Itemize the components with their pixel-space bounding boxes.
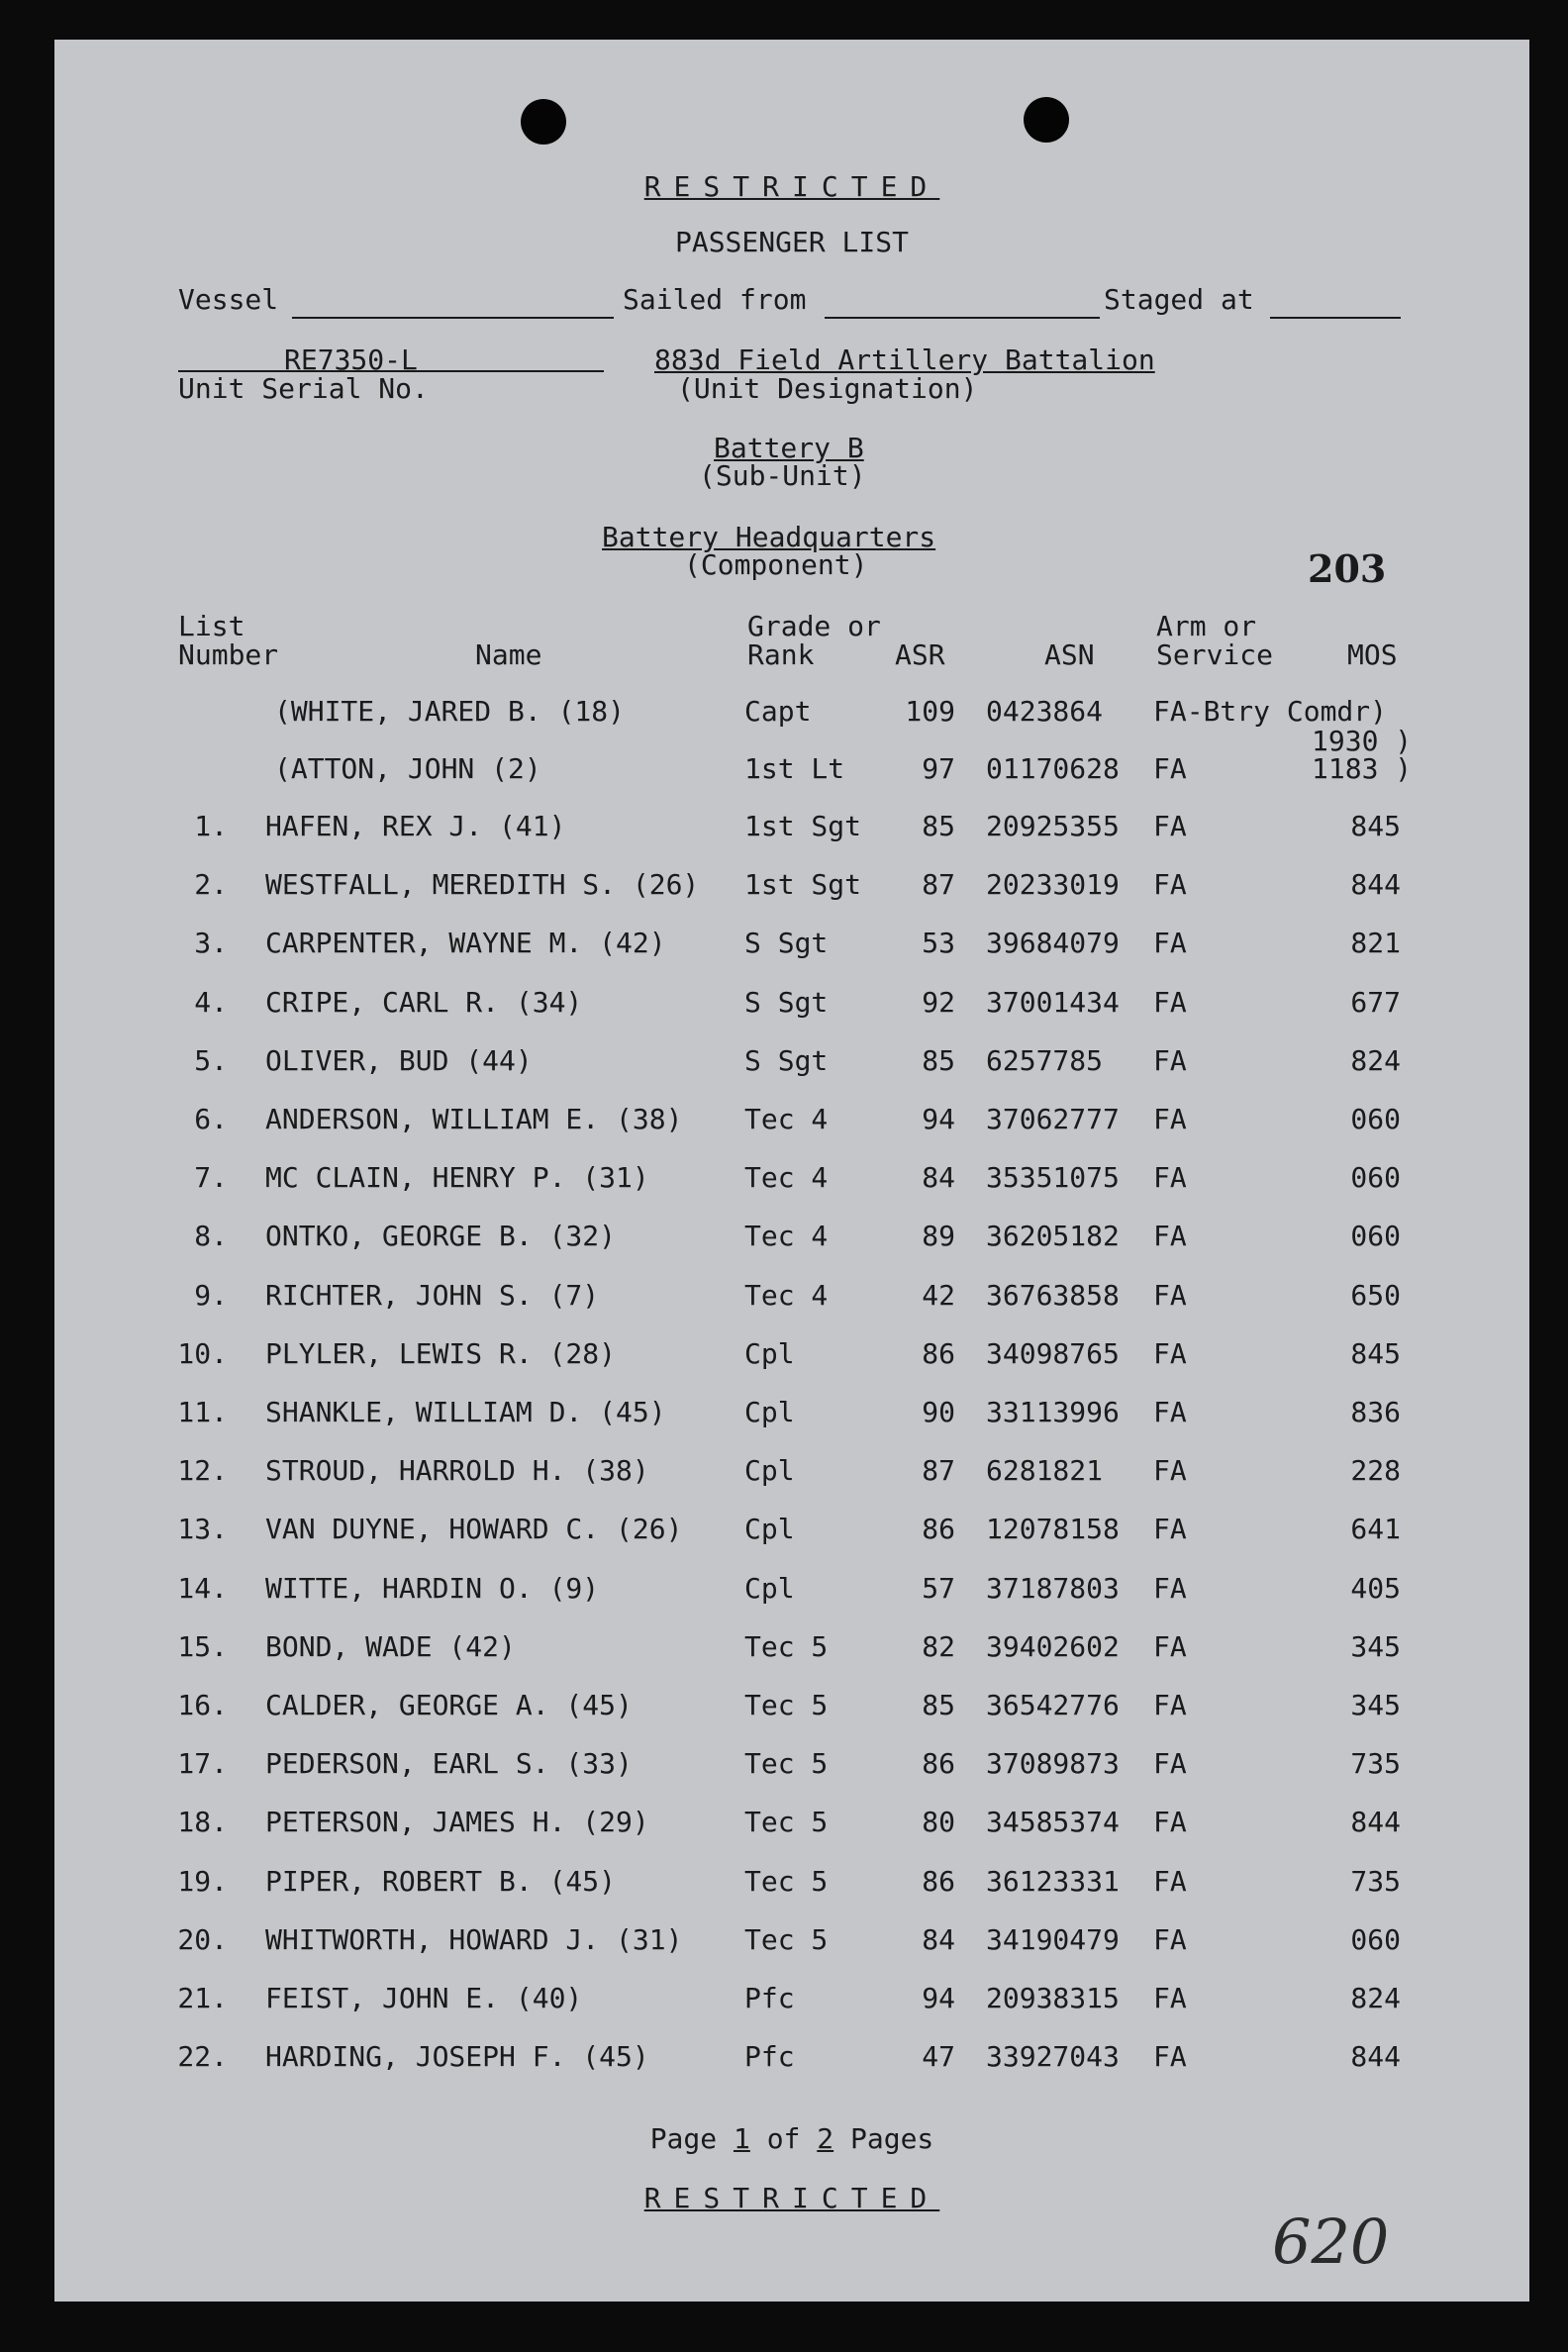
staged-at-label: Staged at [1104, 283, 1254, 316]
officer-asn: 0423864 [986, 695, 1104, 728]
passenger-asr: 86 [922, 1865, 955, 1898]
table-row [54, 1279, 1529, 1319]
list-number: 5. [194, 1044, 228, 1077]
passenger-name: CALDER, GEORGE A. (45) [265, 1689, 633, 1721]
passenger-mos: 060 [1350, 1161, 1401, 1194]
passenger-grade: 1st Sgt [744, 868, 862, 901]
table-row [54, 1220, 1529, 1259]
passenger-asr: 85 [922, 810, 955, 842]
passenger-grade: Cpl [744, 1572, 795, 1605]
passenger-arm: FA [1153, 2040, 1187, 2073]
passenger-arm: FA [1153, 1689, 1187, 1721]
passenger-asn: 39684079 [986, 927, 1120, 959]
page-suffix: Pages [850, 2122, 934, 2155]
table-row [54, 1747, 1529, 1787]
table-row [54, 1454, 1529, 1494]
sub-unit-value: Battery B [714, 432, 864, 464]
officer-asr: 109 [905, 695, 955, 728]
officer-mos: 1930 ) [1312, 725, 1413, 757]
passenger-asr: 86 [922, 1747, 955, 1780]
passenger-grade: Pfc [744, 1982, 795, 2014]
passenger-asn: 36123331 [986, 1865, 1120, 1898]
table-row [54, 1982, 1529, 2021]
passenger-grade: Pfc [744, 2040, 795, 2073]
passenger-asr: 84 [922, 1923, 955, 1956]
table-row [54, 1396, 1529, 1435]
passenger-asn: 6281821 [986, 1454, 1104, 1487]
passenger-name: BOND, WADE (42) [265, 1630, 516, 1663]
passenger-name: RICHTER, JOHN S. (7) [265, 1279, 600, 1312]
list-number: 18. [177, 1806, 228, 1838]
passenger-asn: 37089873 [986, 1747, 1120, 1780]
passenger-asn: 6257785 [986, 1044, 1104, 1077]
passenger-mos: 228 [1350, 1454, 1401, 1487]
list-number: 14. [177, 1572, 228, 1605]
list-number: 7. [194, 1161, 228, 1194]
table-row [54, 1689, 1529, 1728]
passenger-mos: 836 [1350, 1396, 1401, 1428]
passenger-mos: 824 [1350, 1982, 1401, 2014]
table-row [54, 1630, 1529, 1670]
list-number: 4. [194, 986, 228, 1019]
passenger-arm: FA [1153, 1220, 1187, 1252]
passenger-mos: 060 [1350, 1220, 1401, 1252]
passenger-arm: FA [1153, 1572, 1187, 1605]
passenger-name: SHANKLE, WILLIAM D. (45) [265, 1396, 666, 1428]
passenger-grade: 1st Sgt [744, 810, 862, 842]
list-title: PASSENGER LIST [674, 226, 909, 258]
passenger-mos: 821 [1350, 927, 1401, 959]
passenger-grade: Cpl [744, 1513, 795, 1545]
passenger-mos: 060 [1350, 1103, 1401, 1135]
passenger-grade: Tec 4 [744, 1279, 829, 1312]
component-label: (Component) [684, 548, 868, 581]
passenger-arm: FA [1153, 1865, 1187, 1898]
officer-arm: FA-Btry Comdr) [1153, 695, 1388, 728]
passenger-arm: FA [1153, 1279, 1187, 1312]
col-asn: ASN [1044, 638, 1095, 671]
col-arm-1: Arm or [1156, 610, 1257, 642]
sailed-from-label: Sailed from [623, 283, 807, 316]
passenger-asr: 82 [922, 1630, 955, 1663]
passenger-mos: 844 [1350, 868, 1401, 901]
passenger-asn: 34190479 [986, 1923, 1120, 1956]
passenger-asn: 34585374 [986, 1806, 1120, 1838]
passenger-arm: FA [1153, 1044, 1187, 1077]
passenger-grade: Cpl [744, 1454, 795, 1487]
table-row [54, 1923, 1529, 1963]
officer-name: (WHITE, JARED B. (18) [274, 695, 626, 728]
passenger-name: WESTFALL, MEREDITH S. (26) [265, 868, 700, 901]
table-row [54, 1103, 1529, 1142]
passenger-name: FEIST, JOHN E. (40) [265, 1982, 583, 2014]
passenger-name: OLIVER, BUD (44) [265, 1044, 533, 1077]
passenger-asn: 37187803 [986, 1572, 1120, 1605]
table-row [54, 1337, 1529, 1377]
passenger-name: HAFEN, REX J. (41) [265, 810, 566, 842]
passenger-arm: FA [1153, 868, 1187, 901]
passenger-grade: S Sgt [744, 986, 829, 1019]
list-number: 20. [177, 1923, 228, 1956]
passenger-asn: 20925355 [986, 810, 1120, 842]
passenger-mos: 641 [1350, 1513, 1401, 1545]
passenger-arm: FA [1153, 1982, 1187, 2014]
table-row [54, 1572, 1529, 1612]
col-arm-2: Service [1156, 638, 1274, 671]
table-row [54, 868, 1529, 908]
col-mos: MOS [1347, 638, 1398, 671]
passenger-asr: 94 [922, 1103, 955, 1135]
passenger-arm: FA [1153, 1806, 1187, 1838]
passenger-asn: 36542776 [986, 1689, 1120, 1721]
passenger-name: WITTE, HARDIN O. (9) [265, 1572, 600, 1605]
passenger-grade: S Sgt [744, 1044, 829, 1077]
list-number: 9. [194, 1279, 228, 1312]
passenger-name: STROUD, HARROLD H. (38) [265, 1454, 649, 1487]
passenger-mos: 345 [1350, 1630, 1401, 1663]
passenger-asn: 20233019 [986, 868, 1120, 901]
passenger-asr: 85 [922, 1689, 955, 1721]
passenger-asn: 39402602 [986, 1630, 1120, 1663]
passenger-grade: Tec 5 [744, 1865, 829, 1898]
passenger-asn: 33113996 [986, 1396, 1120, 1428]
passenger-asr: 53 [922, 927, 955, 959]
list-number: 10. [177, 1337, 228, 1370]
passenger-mos: 345 [1350, 1689, 1401, 1721]
passenger-name: VAN DUYNE, HOWARD C. (26) [265, 1513, 683, 1545]
sailed-from-blank [825, 317, 1100, 319]
passenger-arm: FA [1153, 1103, 1187, 1135]
staged-at-blank [1270, 317, 1401, 319]
passenger-asn: 33927043 [986, 2040, 1120, 2073]
passenger-mos: 677 [1350, 986, 1401, 1019]
officer-row [54, 695, 1529, 735]
passenger-name: PETERSON, JAMES H. (29) [265, 1806, 649, 1838]
officer-asn: 01170628 [986, 752, 1120, 785]
page-prefix: Page [649, 2122, 718, 2155]
passenger-asr: 87 [922, 1454, 955, 1487]
officer-name: (ATTON, JOHN (2) [274, 752, 541, 785]
passenger-asr: 80 [922, 1806, 955, 1838]
passenger-arm: FA [1153, 1630, 1187, 1663]
list-number: 11. [177, 1396, 228, 1428]
passenger-grade: Tec 4 [744, 1103, 829, 1135]
unit-designation-label: (Unit Designation) [677, 372, 978, 405]
table-row [54, 1161, 1529, 1201]
list-number: 2. [194, 868, 228, 901]
passenger-arm: FA [1153, 986, 1187, 1019]
table-row [54, 810, 1529, 849]
passenger-grade: Tec 5 [744, 1806, 829, 1838]
passenger-asr: 47 [922, 2040, 955, 2073]
passenger-asr: 57 [922, 1572, 955, 1605]
passenger-arm: FA [1153, 1337, 1187, 1370]
passenger-asr: 86 [922, 1337, 955, 1370]
officer-mos: 1183 ) [1312, 752, 1413, 785]
passenger-mos: 405 [1350, 1572, 1401, 1605]
list-number: 21. [177, 1982, 228, 2014]
table-row [54, 927, 1529, 966]
officer-asr: 97 [922, 752, 955, 785]
vessel-label: Vessel [178, 283, 279, 316]
passenger-grade: Tec 5 [744, 1923, 829, 1956]
table-row [54, 1513, 1529, 1552]
list-number: 19. [177, 1865, 228, 1898]
passenger-mos: 650 [1350, 1279, 1401, 1312]
passenger-grade: Tec 4 [744, 1220, 829, 1252]
passenger-name: CRIPE, CARL R. (34) [265, 986, 583, 1019]
passenger-asn: 37001434 [986, 986, 1120, 1019]
passenger-grade: Tec 4 [744, 1161, 829, 1194]
page-current: 1 [733, 2122, 750, 2155]
punch-hole-right [1024, 97, 1069, 143]
list-number: 1. [194, 810, 228, 842]
passenger-mos: 845 [1350, 1337, 1401, 1370]
passenger-asn: 34098765 [986, 1337, 1120, 1370]
table-row [54, 986, 1529, 1026]
handwritten-number: 620 [1272, 2205, 1390, 2278]
passenger-asn: 36205182 [986, 1220, 1120, 1252]
passenger-mos: 844 [1350, 2040, 1401, 2073]
col-list-number-2: Number [178, 638, 279, 671]
passenger-asr: 42 [922, 1279, 955, 1312]
page-indicator [54, 2122, 1529, 2155]
passenger-arm: FA [1153, 1396, 1187, 1428]
passenger-mos: 844 [1350, 1806, 1401, 1838]
passenger-mos: 060 [1350, 1923, 1401, 1956]
passenger-name: CARPENTER, WAYNE M. (42) [265, 927, 666, 959]
passenger-asr: 92 [922, 986, 955, 1019]
passenger-asr: 85 [922, 1044, 955, 1077]
passenger-arm: FA [1153, 1923, 1187, 1956]
passenger-asn: 36763858 [986, 1279, 1120, 1312]
stamp-number: 203 [1308, 546, 1387, 591]
list-number: 6. [194, 1103, 228, 1135]
col-grade-2: Rank [747, 638, 815, 671]
page-total: 2 [817, 2122, 834, 2155]
passenger-asr: 90 [922, 1396, 955, 1428]
passenger-arm: FA [1153, 927, 1187, 959]
sub-unit-label: (Sub-Unit) [699, 459, 866, 492]
col-list-number-1: List [178, 610, 245, 642]
passenger-asr: 86 [922, 1513, 955, 1545]
passenger-name: WHITWORTH, HOWARD J. (31) [265, 1923, 683, 1956]
list-number: 13. [177, 1513, 228, 1545]
passenger-grade: S Sgt [744, 927, 829, 959]
list-number: 12. [177, 1454, 228, 1487]
passenger-name: HARDING, JOSEPH F. (45) [265, 2040, 649, 2073]
list-number: 22. [177, 2040, 228, 2073]
passenger-arm: FA [1153, 1454, 1187, 1487]
restricted-header: RESTRICTED [643, 170, 940, 203]
passenger-arm: FA [1153, 1747, 1187, 1780]
passenger-asn: 12078158 [986, 1513, 1120, 1545]
passenger-grade: Cpl [744, 1337, 795, 1370]
list-number: 17. [177, 1747, 228, 1780]
passenger-arm: FA [1153, 1161, 1187, 1194]
passenger-grade: Tec 5 [744, 1747, 829, 1780]
component-value: Battery Headquarters [602, 521, 936, 553]
passenger-mos: 845 [1350, 810, 1401, 842]
passenger-mos: 824 [1350, 1044, 1401, 1077]
passenger-arm: FA [1153, 810, 1187, 842]
passenger-grade: Tec 5 [744, 1630, 829, 1663]
passenger-grade: Tec 5 [744, 1689, 829, 1721]
passenger-asr: 94 [922, 1982, 955, 2014]
passenger-asn: 35351075 [986, 1161, 1120, 1194]
col-grade-1: Grade or [747, 610, 881, 642]
passenger-name: MC CLAIN, HENRY P. (31) [265, 1161, 649, 1194]
table-row [54, 1806, 1529, 1845]
unit-designation-value: 883d Field Artillery Battalion [654, 343, 1155, 376]
passenger-asr: 89 [922, 1220, 955, 1252]
officer-row [54, 752, 1529, 792]
passenger-name: PLYLER, LEWIS R. (28) [265, 1337, 617, 1370]
passenger-mos: 735 [1350, 1865, 1401, 1898]
list-number: 3. [194, 927, 228, 959]
passenger-arm: FA [1153, 1513, 1187, 1545]
table-row [54, 1865, 1529, 1905]
list-number: 15. [177, 1630, 228, 1663]
list-number: 8. [194, 1220, 228, 1252]
punch-hole-left [521, 99, 566, 145]
passenger-grade: Cpl [744, 1396, 795, 1428]
passenger-asr: 84 [922, 1161, 955, 1194]
list-number: 16. [177, 1689, 228, 1721]
passenger-asn: 37062777 [986, 1103, 1120, 1135]
officer-grade: 1st Lt [744, 752, 845, 785]
page-of: of [766, 2122, 801, 2155]
passenger-name: PIPER, ROBERT B. (45) [265, 1865, 617, 1898]
unit-serial-value: RE7350-L [284, 343, 418, 376]
passenger-asn: 20938315 [986, 1982, 1120, 2014]
passenger-asr: 87 [922, 868, 955, 901]
officer-grade: Capt [744, 695, 812, 728]
passenger-name: ONTKO, GEORGE B. (32) [265, 1220, 617, 1252]
passenger-name: ANDERSON, WILLIAM E. (38) [265, 1103, 683, 1135]
table-row [54, 2040, 1529, 2080]
table-row [54, 1044, 1529, 1084]
restricted-footer: RESTRICTED [643, 2182, 940, 2214]
passenger-mos: 735 [1350, 1747, 1401, 1780]
officer-arm: FA [1153, 752, 1187, 785]
document-page [54, 40, 1529, 2302]
unit-serial-label: Unit Serial No. [178, 372, 429, 405]
col-name: Name [475, 638, 542, 671]
passenger-name: PEDERSON, EARL S. (33) [265, 1747, 633, 1780]
col-asr: ASR [895, 638, 945, 671]
vessel-blank [292, 317, 614, 319]
